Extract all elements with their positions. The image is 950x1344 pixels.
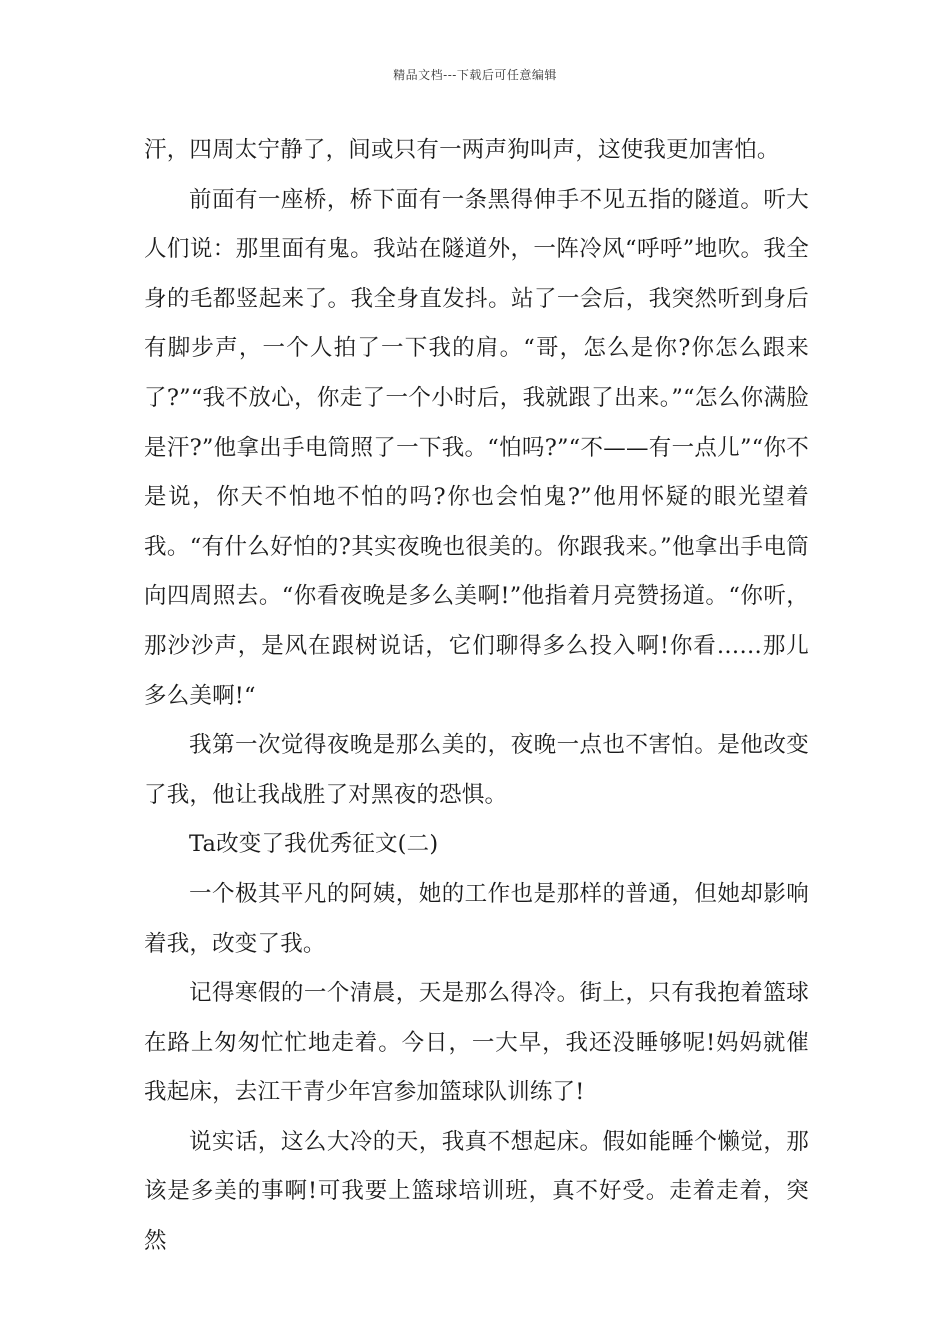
document-body <box>144 126 809 1267</box>
section-heading: Ta改变了我优秀征文(二) <box>189 831 439 858</box>
paragraph: 一个极其平凡的阿姨，她的工作也是那样的普通，但她却影响着我，改变了我。 <box>144 880 809 957</box>
page-header: 精品文档---下载后可任意编辑 <box>393 68 557 82</box>
paragraph: 记得寒假的一个清晨，天是那么得冷。街上，只有我抱着篮球在路上匆匆忙忙地走着。今日，一大早，我还没睡够呢!妈妈就催我起床，去江干青少年宫参加篮球队训练了! <box>144 980 809 1106</box>
paragraph: 前面有一座桥，桥下面有一条黑得伸手不见五指的隧道。听大人们说：那里面有鬼。我站在隧道外，一阵冷风“呼呼”地吹。我全身的毛都竖起来了。我全身直发抖。站了一会后，我突然听到身后有脚步声，一个人拍了一下我的肩。“哥，怎么是你?你怎么跟来了?”“我不放心，你走了一个小时后，我就跟了出来。”“怎么你满脸是汗?”他拿出手电筒照了一下我。“怕吗?”“不——有一点儿”“你不是说，你天不怕地不怕的吗?你也会怕鬼?”他用怀疑的眼光望着我。“有什么好怕的?其实夜晚也很美的。你跟我来。”他拿出手电筒向四周照去。“你看夜晚是多么美啊!”他指着月亮赞扬道。“你听，那沙沙声，是风在跟树说话，它们聊得多么投入啊!你看……那儿多么美啊!“ <box>144 186 809 709</box>
paragraph: 汗，四周太宁静了，间或只有一两声狗叫声，这使我更加害怕。 <box>144 137 780 163</box>
paragraph: 我第一次觉得夜晚是那么美的，夜晚一点也不害怕。是他改变了我，他让我战胜了对黑夜的恐惧。 <box>144 732 809 808</box>
paragraph: 说实话，这么大冷的天，我真不想起床。假如能睡个懒觉，那该是多美的事啊!可我要上篮球培训班，真不好受。走着走着，突然 <box>144 1128 809 1255</box>
